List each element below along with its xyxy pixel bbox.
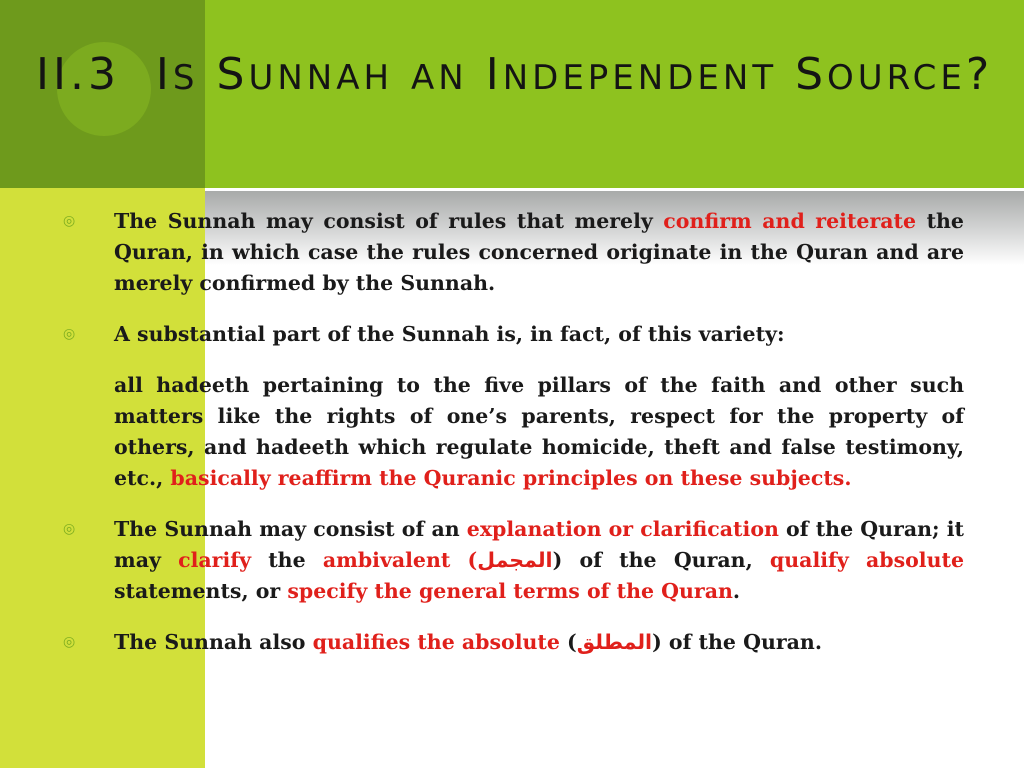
bullet-marker-icon: ◎ <box>63 326 76 342</box>
b4-text-4: ) of the Quran, <box>552 548 770 572</box>
title-word4-rest: NDEPENDENT <box>502 58 778 98</box>
paragraph-hadeeth <box>60 370 964 494</box>
b1-text-2: the Quran, in which case the rules concerned originate in the Quran and are merely confirmed by the Sunnah. <box>114 209 964 295</box>
title-word5-cap: S <box>795 49 828 100</box>
b4-text-5: statements, or <box>114 579 288 603</box>
b4-text-6: . <box>732 579 741 603</box>
title-word1-rest: S <box>172 58 199 98</box>
p3-text-1: all hadeeth pertaining to the five pillars of the faith and other such matters like the rights of one’s parents, respect for the property of others, and hadeeth which regulate homicide, theft and false testimony, etc., <box>114 373 964 490</box>
b5-text-3: ) of the Quran. <box>652 630 822 654</box>
b4-highlight-5: specify the general terms of the Quran <box>287 579 733 603</box>
b4-text-3: the <box>250 548 323 572</box>
b5-text-2: ( <box>559 630 577 654</box>
bullet-qualifies <box>60 627 964 658</box>
title-word2-cap: S <box>216 49 249 100</box>
b4-text-1: The Sunnah may consist of an <box>114 517 467 541</box>
b4-highlight-3: ambivalent ( <box>322 548 478 572</box>
title-word2-rest: UNNAH <box>248 58 394 98</box>
b2-text-1: A substantial part of the Sunnah is, in fact, of this variety: <box>114 322 785 346</box>
b5-highlight-1: qualifies the absolute <box>312 630 560 654</box>
title-word4-cap: I <box>485 49 503 100</box>
b5-text-1: The Sunnah also <box>114 630 313 654</box>
b4-highlight-1: explanation or clarification <box>466 517 779 541</box>
bullet-marker-icon: ◎ <box>63 634 76 650</box>
slide-content <box>60 206 964 678</box>
title-word3: AN <box>411 58 468 98</box>
b1-highlight-1: confirm and reiterate <box>663 209 917 233</box>
bullet-confirm <box>60 206 964 299</box>
b4-arabic-term: المجمل <box>477 548 553 572</box>
b1-text-1: The Sunnah may consist of rules that merely <box>114 209 664 233</box>
title-number: II.3 <box>36 49 120 100</box>
title-word5-rest: OURCE <box>827 58 966 98</box>
bullet-marker-icon: ◎ <box>63 521 76 537</box>
bullet-explanation <box>60 514 964 607</box>
slide-title <box>36 40 1011 110</box>
title-question-mark: ? <box>965 49 994 100</box>
b4-highlight-2: clarify <box>178 548 251 572</box>
b5-arabic-term: المطلق <box>576 630 653 654</box>
title-word1-cap: I <box>155 49 173 100</box>
b4-highlight-4: qualify absolute <box>769 548 964 572</box>
b4-text-2: of the Quran; it may <box>114 517 964 572</box>
p3-highlight-1: basically reaffirm the Quranic principles on these subjects. <box>170 466 852 490</box>
bullet-substantial <box>60 319 964 350</box>
bullet-marker-icon: ◎ <box>63 213 76 229</box>
